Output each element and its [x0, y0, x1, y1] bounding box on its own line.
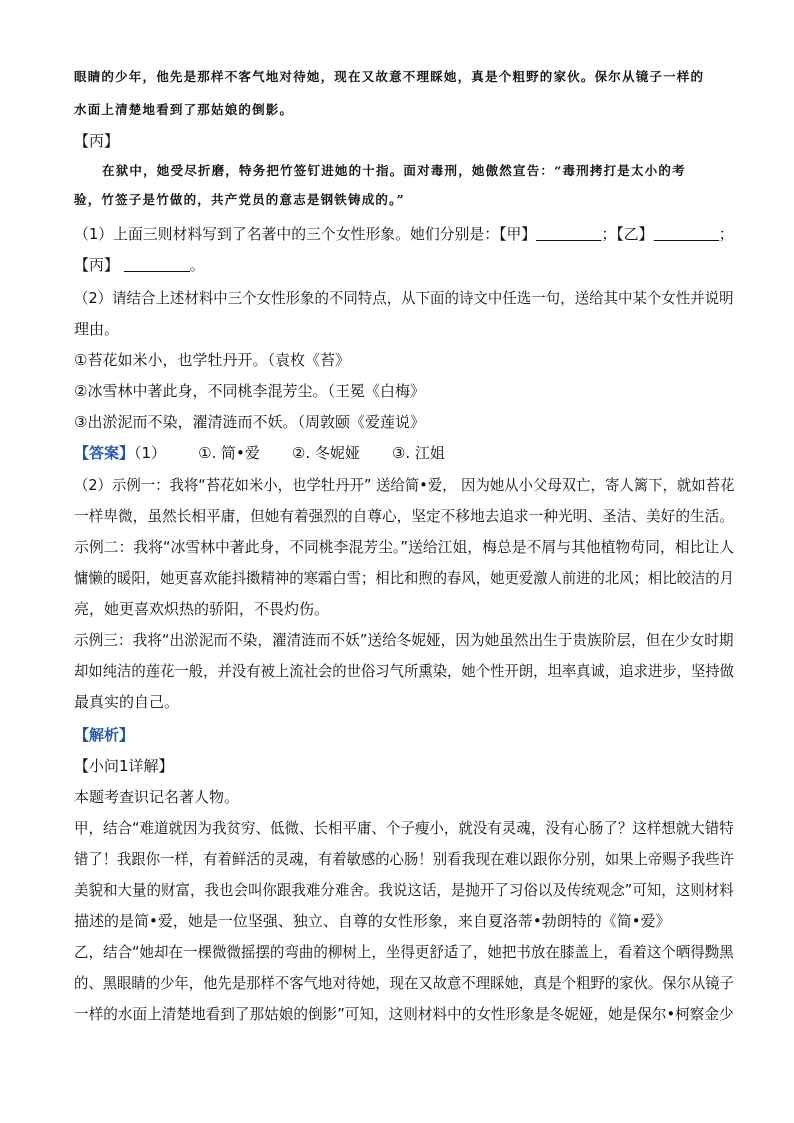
answer-line-7: 却如纯洁的莲花一般，并没有被上流社会的世俗习气所熏染，她个性开朗，坦率真诚，追求进步，坚持做: [74, 662, 735, 680]
answer-line-2: 一样卑微，虽然长相平庸，但她有着强烈的自尊心，坚定不移地去追求一种光明、圣洁、美好的生活。: [74, 507, 735, 525]
answer-item-2: ②. 冬妮娅: [291, 444, 360, 462]
question-2-line-1: （2）请结合上述材料中三个女性形象的不同特点，从下面的诗文中任选一句，送给其中某个女性并说明: [74, 289, 734, 307]
poem-option-3: ③出淤泥而不染，濯清涟而不妖。（周敦颐《爱莲说》: [74, 413, 425, 431]
question-1-bing-label: 【丙】: [74, 256, 120, 274]
answer-line-5: 亮，她更喜欢炽热的骄阳，不畏灼伤。: [74, 600, 330, 618]
answer-line-4: 慵懒的暖阳，她更喜欢能抖擞精神的寒霜白雪；相比和煦的春风，她更爱激人前进的北风；相比皎洁的月: [74, 569, 735, 587]
analysis-line-8: 一样的水面上清楚地看到了那姑娘的倒影”可知，这则材料中的女性形象是冬妮娅，她是保尔•柯察金少: [74, 1005, 734, 1023]
material-c-line-2: 验，竹签子是竹做的，共产党员的意志是钢铁铸成的。”: [74, 192, 405, 207]
answer-blank-yi: [653, 224, 718, 241]
analysis-line-7: 的、黑眼睛的少年，他先是那样不客气地对待她，现在又故意不理睬她，真是个粗野的家伙。保尔从镜子: [74, 974, 735, 992]
material-c-line-1: 在狱中，她受尽折磨，特务把竹签钉进她的十指。面对毒刑，她傲然宣告：“毒刑拷打是太小的考: [102, 163, 686, 178]
answer-q1-prefix: （1）: [134, 444, 167, 462]
question-1-sep: ；【乙】: [601, 225, 654, 243]
answer-label: 【答案】: [74, 444, 135, 462]
answer-q1-line: [74, 442, 445, 464]
answer-item-1: ①. 简•爱: [198, 444, 260, 462]
answer-line-8: 最真实的自己。: [74, 693, 180, 711]
material-c-label: 【丙】: [74, 132, 120, 150]
question-1-line-2: [74, 254, 205, 276]
material-b-line-2: 水面上清楚地看到了那姑娘的倒影。: [74, 102, 294, 117]
question-2-line-2: 理由。: [74, 320, 120, 338]
analysis-label: 【解析】: [74, 726, 135, 744]
answer-line-3: 示例二：我将“冰雪林中著此身，不同桃李混芳尘。”送给江姐，梅总是不屑与其他植物苟同，相比让人: [74, 538, 735, 556]
analysis-line-1: 本题考查识记名著人物。: [74, 788, 240, 806]
analysis-line-4: 美貌和大量的财富，我也会叫你跟我难分难舍。我说这话，是抛开了习俗以及传统观念”可知，这则材料: [74, 881, 734, 899]
analysis-line-6: 乙，结合“她却在一棵微微摇摆的弯曲的柳树上，坐得更舒适了，她把书放在膝盖上，看着这个晒得黝黑: [74, 943, 734, 961]
question-1-text: （1）上面三则材料写到了名著中的三个女性形象。她们分别是：【甲】: [74, 225, 537, 243]
analysis-line-5: 描述的是简•爱，她是一位坚强、独立、自尊的女性形象，来自夏洛蒂•勃朗特的《简•爱》: [74, 912, 671, 930]
answer-blank-bing: [124, 255, 190, 272]
material-b-line-1: 眼睛的少年，他先是那样不客气地对待她，现在又故意不理睬她，真是个粗野的家伙。保尔从镜子一样的: [74, 69, 705, 84]
analysis-line-2: 甲，结合“难道就因为我贫穷、低微、长相平庸、个子瘦小，就没有灵魂，没有心肠了？这样想就大错特: [74, 819, 734, 837]
analysis-sub-label: 【小问1详解】: [74, 757, 174, 775]
analysis-line-3: 错了！我跟你一样，有着鲜活的灵魂，有着敏感的心肠！别看我现在难以跟你分别，如果上帝赐予我些许: [74, 850, 735, 868]
answer-item-3: ③. 江姐: [391, 444, 445, 462]
poem-option-1: ①苔花如米小，也学牡丹开。（袁枚《苔》: [74, 351, 350, 369]
question-1-end-2: 。: [189, 256, 205, 274]
question-1-line-1: [74, 223, 734, 245]
answer-line-6: 示例三：我将“出淤泥而不染，濯清涟而不妖”送给冬妮娅，因为她虽然出生于贵族阶层，但在少女时期: [74, 631, 734, 649]
question-1-end: ；: [718, 225, 734, 243]
poem-option-2: ②冰雪林中著此身，不同桃李混芳尘。（王冕《白梅》: [74, 382, 425, 400]
answer-blank-jia: [536, 224, 601, 241]
answer-line-1: （2）示例一：我将“苔花如米小，也学牡丹开” 送给简•爱， 因为她从小父母双亡，寄人篱下，就如苔花: [74, 476, 735, 494]
